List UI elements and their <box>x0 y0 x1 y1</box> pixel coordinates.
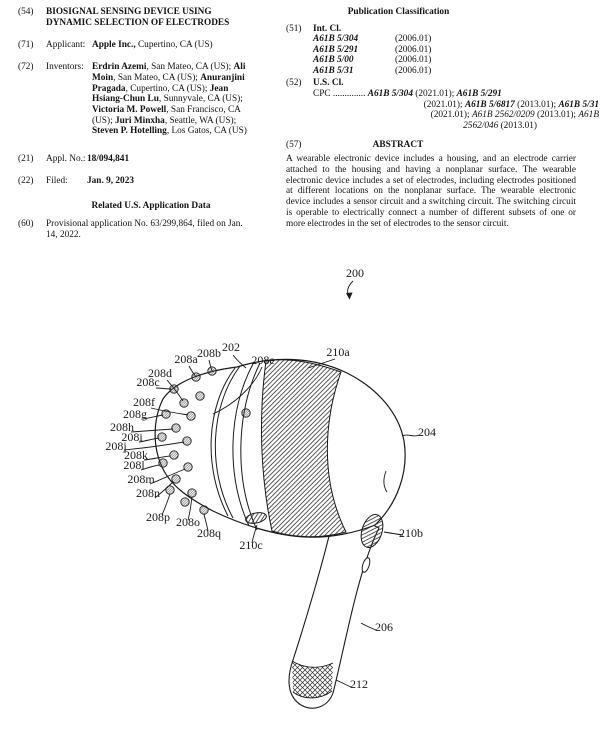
leader-line-204 <box>402 435 419 436</box>
provisional-text: Provisional application No. 63/299,864, filed on Jan. 14, 2022. <box>46 219 243 240</box>
figure-lead-arrow-group <box>346 281 353 300</box>
ref-label-208m: 208m <box>127 472 155 486</box>
ref-label-202: 202 <box>222 340 240 354</box>
ref-label-200: 200 <box>346 266 364 280</box>
tip-electrode <box>184 463 192 471</box>
text-segment: (2013.01); <box>514 99 559 110</box>
tip-electrode <box>172 424 180 432</box>
related-data-heading: Related U.S. Application Data <box>91 201 211 212</box>
ref-label-208l: 208l <box>123 458 145 472</box>
text-segment: , San Mateo, CA (US); <box>113 72 201 83</box>
field-num-54: (54) <box>18 7 34 17</box>
tip-electrode <box>158 433 166 441</box>
ref-label-210a: 210a <box>326 345 350 359</box>
text-segment: Anuranjini Pragada <box>92 72 245 94</box>
field-num-22: (22) <box>18 175 34 186</box>
inventors-label: Inventors: <box>46 62 84 73</box>
tip-electrode <box>180 399 188 407</box>
text-segment: Jean Hsiang-Chun Lu <box>92 83 229 105</box>
text-segment: , San Mateo, CA (US); <box>146 62 234 73</box>
appl-no-label: Appl. No.: <box>46 154 86 165</box>
abstract-heading: ABSTRACT <box>372 140 424 151</box>
field-num-52: (52) <box>286 78 302 89</box>
filed-label: Filed: <box>46 175 68 186</box>
ref-label-208o: 208o <box>176 515 200 529</box>
tip-electrode <box>172 475 180 483</box>
applicant-label: Applicant: <box>46 40 86 51</box>
text-segment: (2021.01); <box>430 110 472 121</box>
text-segment: Steven P. Hotelling <box>92 126 167 137</box>
int-cl-class: A61B 5/31 <box>313 65 354 76</box>
tip-electrode <box>181 498 189 506</box>
ref-label-210c: 210c <box>239 538 263 552</box>
ref-label-208p: 208p <box>146 510 170 524</box>
text-segment: , Sunnyvale, CA (US); <box>158 94 243 105</box>
ref-label-208a: 208a <box>174 352 198 366</box>
device-lead-arrowhead <box>346 293 353 300</box>
ref-label-204: 204 <box>418 425 436 439</box>
text-segment: (2021.01); <box>412 89 457 100</box>
ref-label-208e: 208e <box>251 353 275 367</box>
text-segment: Apple Inc., <box>92 40 136 51</box>
ref-label-208g: 208g <box>123 407 147 421</box>
filed-value: Jan. 9, 2023 <box>87 175 135 186</box>
field-num-71: (71) <box>18 40 34 51</box>
text-segment: Cupertino, CA (US) <box>135 40 213 51</box>
tip-electrode <box>242 409 250 417</box>
int-cl-date: (2006.01) <box>395 65 432 76</box>
int-cl-date: (2006.01) <box>395 34 432 45</box>
text-segment: A61B 5/31 <box>558 99 599 110</box>
text-segment: , San Francisco, CA (US); <box>92 104 241 126</box>
text-segment: , Seattle, WA (US); <box>164 115 237 126</box>
text-segment: Victoria M. Powell <box>92 104 167 115</box>
ref-label-210b: 210b <box>399 526 423 540</box>
field-num-72: (72) <box>18 62 34 73</box>
title-line-2: DYNAMIC SELECTION OF ELECTRODES <box>46 17 230 28</box>
field-num-57: (57) <box>286 140 302 151</box>
ref-label-208k: 208k <box>124 448 148 462</box>
ref-label-208h: 208h <box>110 420 134 434</box>
int-cl-date: (2006.01) <box>395 55 432 66</box>
field-num-60: (60) <box>18 219 34 230</box>
int-cl-date: (2006.01) <box>395 44 432 55</box>
int-cl-class: A61B 5/291 <box>313 44 359 55</box>
text-segment: A61B 5/6817 <box>464 99 515 110</box>
appl-no-value: 18/094,841 <box>87 154 130 165</box>
field-num-21: (21) <box>18 154 34 165</box>
text-segment: (2021.01); <box>423 99 465 110</box>
int-cl-class: A61B 5/304 <box>313 34 359 45</box>
text-segment: A61B 2562/0209 <box>471 110 535 121</box>
leader-line-212 <box>336 680 351 687</box>
int-cl-label: Int. Cl. <box>313 23 342 34</box>
tip-electrode <box>159 459 167 467</box>
text-segment: Juri Minxha <box>114 115 165 126</box>
text-segment: 2562/046 <box>463 120 499 131</box>
leader-line-206 <box>361 623 376 630</box>
ref-label-208f: 208f <box>133 395 155 409</box>
field-num-51: (51) <box>286 23 302 34</box>
ref-label-208c: 208c <box>136 375 160 389</box>
text-segment: Erdrin Azemi <box>92 62 147 73</box>
int-cl-class: A61B 5/00 <box>313 55 354 66</box>
text-segment: Ali Moin <box>92 62 246 83</box>
ref-label-208d: 208d <box>148 366 172 380</box>
ref-label-208q: 208q <box>197 526 221 540</box>
text-segment: (2013.01); <box>534 110 579 121</box>
tip-electrode <box>196 392 204 400</box>
tip-electrode <box>200 506 208 514</box>
text-segment: A61B 5/291 <box>456 89 502 100</box>
tip-electrode <box>188 489 196 497</box>
ref-label-212: 212 <box>350 677 368 691</box>
text-segment: CPC .............. <box>313 89 368 100</box>
ref-label-208b: 208b <box>197 346 221 360</box>
text-segment: A61B <box>578 110 599 121</box>
ref-label-208n: 208n <box>136 486 160 500</box>
ref-label-206: 206 <box>375 620 393 634</box>
us-cl-label: U.S. Cl. <box>313 78 344 89</box>
ref-label-208j: 208j <box>105 439 127 453</box>
ref-label-208i: 208i <box>121 430 143 444</box>
text-segment: , Los Gatos, CA (US) <box>166 126 247 137</box>
title-line-1: BIOSIGNAL SENSING DEVICE USING <box>46 7 212 17</box>
text-segment: A61B 5/304 <box>367 89 413 100</box>
text-segment: (2013.01) <box>498 120 537 131</box>
text-segment: , Cupertino, CA (US); <box>125 83 210 94</box>
tip-electrode <box>170 451 178 459</box>
abstract-text: A wearable electronic device includes a housing, and an electrode carrier attached to the housing and having a nonplanar surface. The wearable electronic device includes a set of electrodes, including electrodes positioned at different locations on the nonplanar surface. The wearable electronic device includes a sensor circuit and a switching circuit. The switching circuit is operable to electrically connect a number of different subsets of one or more electrodes in the set of electrodes to the sensor circuit. <box>286 154 576 229</box>
publication-classification-heading: Publication Classification <box>347 7 450 17</box>
tip-electrode <box>183 437 191 445</box>
tip-electrode <box>187 412 195 420</box>
